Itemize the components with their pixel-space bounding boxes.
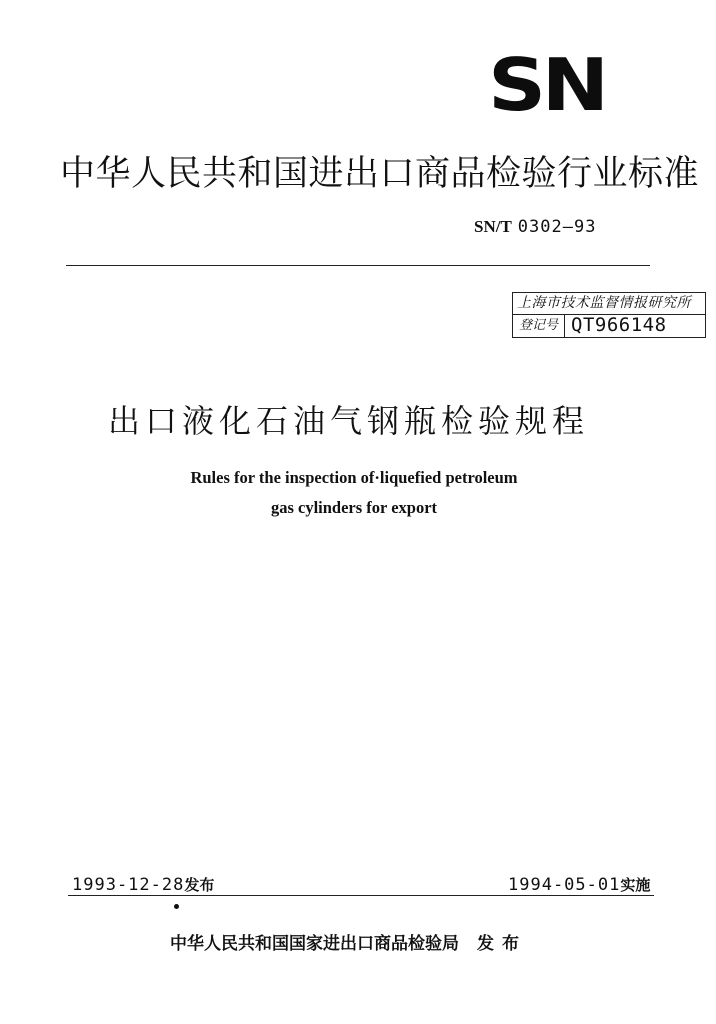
publisher-line: [170, 932, 527, 956]
stamp-reg-number: QT966148: [571, 314, 667, 336]
standard-prefix: SN/T: [474, 217, 512, 236]
top-divider: [66, 265, 650, 266]
issue-date: [72, 874, 214, 896]
issue-date-suffix: 发布: [184, 876, 215, 894]
implementation-date: [508, 874, 650, 896]
document-title-chinese: 出口液化石油气钢瓶检验规程: [108, 402, 590, 440]
implementation-date-value: 1994-05-01: [508, 875, 621, 895]
bullet-dot: [174, 904, 179, 909]
sn-logo: SN: [488, 43, 605, 127]
registration-stamp: [512, 292, 706, 338]
issue-date-value: 1993-12-28: [72, 875, 185, 895]
publisher-name: 中华人民共和国国家进出口商品检验局: [170, 934, 459, 954]
implementation-date-suffix: 实施: [620, 876, 651, 894]
standard-number: [474, 216, 596, 238]
industry-standard-heading: 中华人民共和国进出口商品检验行业标准: [60, 154, 700, 194]
standard-code: 0302—93: [517, 217, 597, 237]
publisher-action: 发布: [477, 934, 527, 954]
stamp-institute: 上海市技术监督情报研究所: [513, 293, 705, 315]
document-title-english-line1: Rules for the inspection of·liquefied petroleum: [190, 468, 518, 487]
bottom-divider: [68, 895, 654, 896]
stamp-reg-label: 登记号: [513, 315, 565, 337]
document-title-english-line2: gas cylinders for export: [270, 498, 438, 517]
